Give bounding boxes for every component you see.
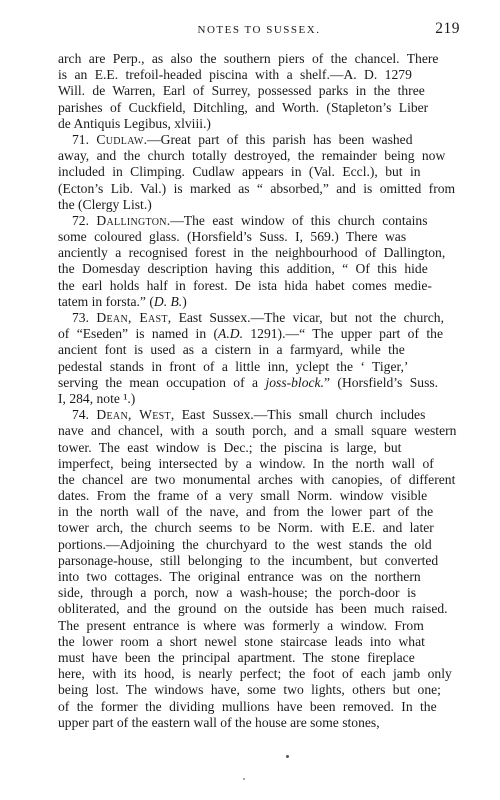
text-line bbox=[58, 423, 460, 439]
text-line bbox=[58, 294, 460, 310]
line-text: dates. From the frame of a very small Norm. window visible bbox=[58, 488, 428, 504]
text-line bbox=[58, 261, 460, 277]
line-text: included in Climping. Cudlaw appears in (Val. Eccl.), but in bbox=[58, 164, 421, 180]
text-line bbox=[58, 472, 460, 488]
text-line bbox=[58, 310, 474, 326]
line-text-tail: ) bbox=[182, 293, 187, 309]
running-title: NOTES TO SUSSEX. bbox=[197, 24, 321, 36]
entry-heading: Dean, East bbox=[96, 310, 168, 325]
text-line bbox=[58, 699, 460, 715]
line-text: tatem in forsta.” ( bbox=[58, 293, 154, 309]
ink-speck bbox=[243, 778, 245, 780]
text-line bbox=[58, 407, 474, 423]
paragraph-number: 74. bbox=[72, 407, 97, 423]
line-text: in the north wall of the nave, and from the lower part of the bbox=[58, 504, 434, 520]
text-line bbox=[58, 601, 460, 617]
text-line bbox=[58, 278, 460, 294]
line-text: de Antiquis Legibus, xlviii.) bbox=[58, 115, 211, 131]
text-line bbox=[58, 650, 460, 666]
line-text: is an E.E. trefoil-headed piscina with a shelf.—A. D. 1279 bbox=[58, 67, 412, 83]
page-number: 219 bbox=[435, 20, 460, 37]
line-text-tail: ” (Horsfield’s Suss. bbox=[323, 374, 439, 390]
line-text: , East Sussex.—The vicar, but not the church, bbox=[167, 310, 445, 325]
text-line bbox=[58, 326, 460, 342]
text-line bbox=[58, 537, 460, 553]
line-text: side, through a porch, now a wash-house; the porch-door is bbox=[58, 585, 417, 601]
text-line bbox=[58, 213, 474, 229]
line-text: the Domesday description having this addition, “ Of this hide bbox=[58, 261, 428, 277]
line-text: into two cottages. The original entrance was on the northern bbox=[58, 569, 421, 584]
text-line bbox=[58, 715, 460, 731]
line-text: arch are Perp., as also the southern piers of the chancel. There bbox=[58, 51, 439, 66]
text-line bbox=[58, 148, 460, 164]
paragraph-number: 72. bbox=[72, 212, 97, 228]
line-text: .—Great part of this parish has been washed bbox=[143, 131, 413, 147]
line-text: the (Clergy List.) bbox=[58, 196, 152, 212]
text-line bbox=[58, 553, 460, 569]
line-text: I, 284, note ¹.) bbox=[58, 390, 136, 406]
text-line bbox=[58, 618, 460, 634]
line-text: of “Eseden” is named in ( bbox=[58, 326, 219, 342]
entry-heading: Cudlaw bbox=[96, 131, 144, 147]
text-line bbox=[58, 391, 460, 407]
line-text: being lost. The windows have, some two lights, others but one; bbox=[58, 682, 441, 698]
line-text: imperfect, being intersected by a window. In the north wall of bbox=[58, 455, 434, 471]
line-text: of the former the dividing mullions have been removed. In the bbox=[58, 698, 437, 714]
text-line bbox=[58, 245, 460, 261]
line-text: parishes of Cuckfield, Ditchling, and Worth. (Stapleton’s Liber bbox=[58, 99, 429, 115]
line-text: away, and the church totally destroyed, the remainder being now bbox=[58, 148, 446, 164]
body-text bbox=[58, 51, 460, 731]
text-line bbox=[58, 375, 460, 391]
text-line bbox=[58, 504, 460, 520]
text-line bbox=[58, 682, 460, 698]
text-line bbox=[58, 456, 460, 472]
text-line bbox=[58, 181, 460, 197]
text-line bbox=[58, 51, 460, 67]
line-text: nave and chancel, with a south porch, and a small square western bbox=[58, 423, 457, 439]
line-text: the earl holds half in forest. De ista hida habet comes medie- bbox=[58, 277, 432, 293]
line-text: The present entrance is where was formerly a window. From bbox=[58, 617, 424, 633]
line-text: the chancel are two monumental arches with canopies, of different bbox=[58, 471, 456, 487]
entry-heading: Dean, West bbox=[96, 407, 171, 423]
line-text: parsonage-house, still belonging to the incumbent, but converted bbox=[58, 552, 439, 568]
line-text: pedestal stands in front of a little inn, yclept the ‘ Tiger,’ bbox=[58, 358, 409, 374]
line-text: portions.—Adjoining the churchyard to the west stands the old bbox=[58, 536, 432, 552]
text-line bbox=[58, 520, 460, 536]
line-text: here, with its hood, is nearly perfect; the foot of each jamb only bbox=[58, 666, 452, 682]
text-line bbox=[58, 132, 474, 148]
text-line bbox=[58, 634, 460, 650]
line-text: upper part of the eastern wall of the house are some stones, bbox=[58, 714, 380, 730]
line-text: .—The east window of this church contains bbox=[166, 212, 428, 228]
running-head bbox=[58, 20, 460, 40]
italic-text: D. B. bbox=[153, 293, 183, 309]
paragraph-number: 71. bbox=[72, 131, 97, 147]
text-line bbox=[58, 100, 460, 116]
line-text: tower arch, the church seems to be Norm. with E.E. and later bbox=[58, 520, 434, 536]
text-line bbox=[58, 197, 460, 213]
text-line bbox=[58, 116, 460, 132]
text-line bbox=[58, 164, 460, 180]
text-line bbox=[58, 585, 460, 601]
line-text: ancient font is used as a cistern in a farmyard, while the bbox=[58, 342, 405, 358]
italic-text: A.D. bbox=[218, 326, 243, 342]
line-text: must have been the principal apartment. The stone fireplace bbox=[58, 649, 415, 665]
line-text: (Ecton’s Lib. Val.) is marked as “ absorbed,” and is omitted from bbox=[58, 180, 456, 196]
text-line bbox=[58, 83, 460, 99]
line-text: tower. The east window is Dec.; the piscina is large, but bbox=[58, 439, 402, 455]
line-text: serving the mean occupation of a bbox=[58, 374, 266, 390]
text-line bbox=[58, 342, 460, 358]
text-line bbox=[58, 67, 460, 83]
line-text: anciently a recognised forest in the neighbourhood of Dallington, bbox=[58, 245, 446, 261]
line-text: obliterated, and the ground on the outside has been much raised. bbox=[58, 601, 448, 617]
line-text: Will. de Warren, Earl of Surrey, possessed parks in the three bbox=[58, 83, 425, 99]
text-line bbox=[58, 666, 460, 682]
text-line bbox=[58, 440, 460, 456]
line-text: the lower room a short newel stone staircase leads into what bbox=[58, 633, 425, 649]
paragraph-number: 73. bbox=[72, 310, 97, 325]
text-line bbox=[58, 488, 460, 504]
entry-heading: Dallington bbox=[96, 212, 167, 228]
ink-speck bbox=[286, 755, 289, 758]
text-line bbox=[58, 359, 460, 375]
line-text-tail: 1291).—“ The upper part of the bbox=[242, 326, 444, 342]
text-line bbox=[58, 569, 460, 585]
italic-text: joss-block. bbox=[265, 374, 324, 390]
line-text: , East Sussex.—This small church includes bbox=[170, 407, 426, 423]
line-text: some coloured glass. (Horsfield’s Suss. I, 569.) There was bbox=[58, 229, 407, 245]
text-line bbox=[58, 229, 460, 245]
